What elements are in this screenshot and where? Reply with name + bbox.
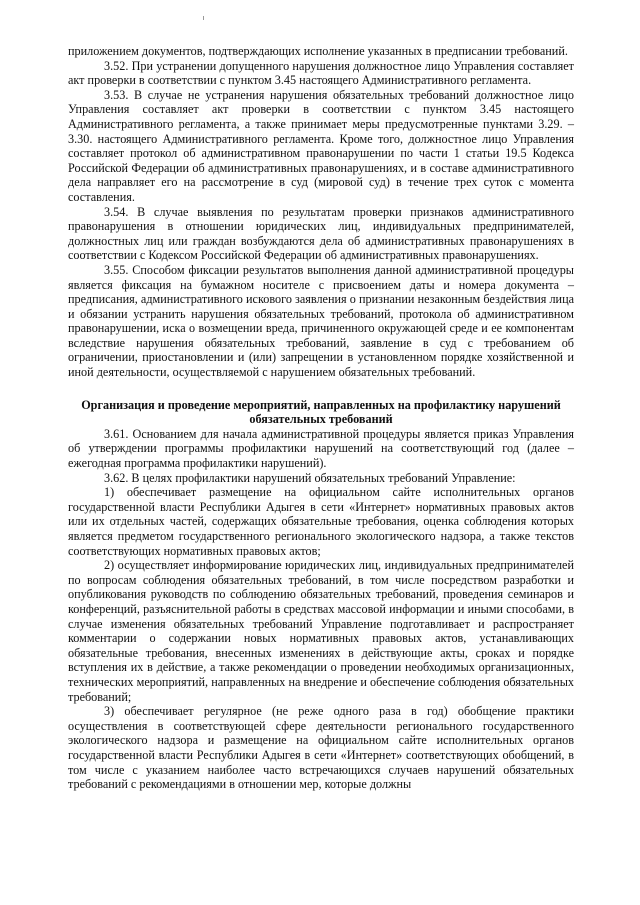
list-item-2: 2) осуществляет информирование юридических лиц, индивидуальных предпринимателей по вопросам соблюдения обязательных требований, в том числе посредством разработки и опубликования руководств по соблюдению обязательных требований, проведения семинаров и конференций, разъяснительной работы в средствах массовой информации и иными способами, в случае изменения обязательных требований Управление подготавливает и распространяет комментарии о содержании новых нормативных правовых актов, устанавливающих обязательные требования, внесенных изменениях в действующие акты, сроках и порядке вступления их в действие, а также рекомендации о проведении необходимых организационных, технических мероприятий, направленных на внедрение и обеспечение соблюдения обязательных требований;	[68, 558, 574, 704]
section-heading: Организация и проведение мероприятий, направленных на профилактику нарушений обязательных требований	[81, 397, 561, 427]
document-body	[68, 44, 574, 792]
paragraph-3-52: 3.52. При устранении допущенного нарушения должностное лицо Управления составляет акт проверки в соответствии с пунктом 3.45 настоящего Административного регламента.	[68, 58, 574, 88]
paragraph-3-62: 3.62. В целях профилактики нарушений обязательных требований Управление:	[104, 470, 516, 485]
paragraph-continuation: приложением документов, подтверждающих исполнение указанных в предписании требований.	[68, 44, 568, 58]
scan-mark	[203, 16, 204, 20]
paragraph-3-55: 3.55. Способом фиксации результатов выполнения данной административной процедуры является фиксация на бумажном носителе с присвоением даты и номера документа – предписания, административного искового заявления о признании незаконным бездействия лица и обязании устранить нарушения обязательных требований, протокола об административном правонарушении, иска о возмещении вреда, причиненного окружающей среде и ее компонентам вследствие нарушения обязательных требований, заявление в суд с требованием об ограничении, приостановлении и (или) запрещении в установленном порядке хозяйственной и иной деятельности, осуществляемой с нарушением обязательных требований.	[68, 262, 574, 380]
paragraph-3-61: 3.61. Основанием для начала административной процедуры является приказ Управления об утверждении программы профилактики нарушений на соответствующий год (далее – ежегодная программа профилактики нарушений).	[68, 426, 574, 471]
paragraph-3-53: 3.53. В случае не устранения нарушения обязательных требований должностное лицо Управления составляет акт проверки в соответствии с пунктом 3.45 настоящего Административного регламента, а также принимает меры предусмотренные пунктами 3.29. – 3.30. настоящего Административного регламента. Кроме того, должностное лицо Управления составляет протокол об административном правонарушении по части 1 статьи 19.5 Кодекса Российской Федерации об административных правонарушениях, и в составе административного дела направляет его на рассмотрение в суд (мировой суд) в течение трех суток с момента составления.	[68, 87, 574, 204]
list-item-1: 1) обеспечивает размещение на официальном сайте исполнительных органов государственной власти Республики Адыгея в сети «Интернет» нормативных правовых актов или их отдельных частей, содержащих обязательные требования, оценка соблюдения которых является предметом государственного регионального экологического надзора, а также текстов соответствующих нормативных правовых актов;	[68, 485, 574, 558]
list-item-3: 3) обеспечивает регулярное (не реже одного раза в год) обобщение практики осуществления в соответствующей сфере деятельности регионального государственного экологического надзора и размещение на официальном сайте исполнительных органов государственной власти Республики Адыгея в сети «Интернет» соответствующих обобщений, в том числе с указанием наиболее часто встречающихся случаев нарушений обязательных требований с рекомендациями в отношении мер, которые должны	[68, 704, 574, 792]
paragraph-3-54: 3.54. В случае выявления по результатам проверки признаков административного правонарушения в отношении юридических лиц, индивидуальных предпринимателей, должностных лиц или граждан возбуждаются дела об административных правонарушениях в соответствии с Кодексом Российской Федерации об административных правонарушениях.	[68, 204, 574, 263]
